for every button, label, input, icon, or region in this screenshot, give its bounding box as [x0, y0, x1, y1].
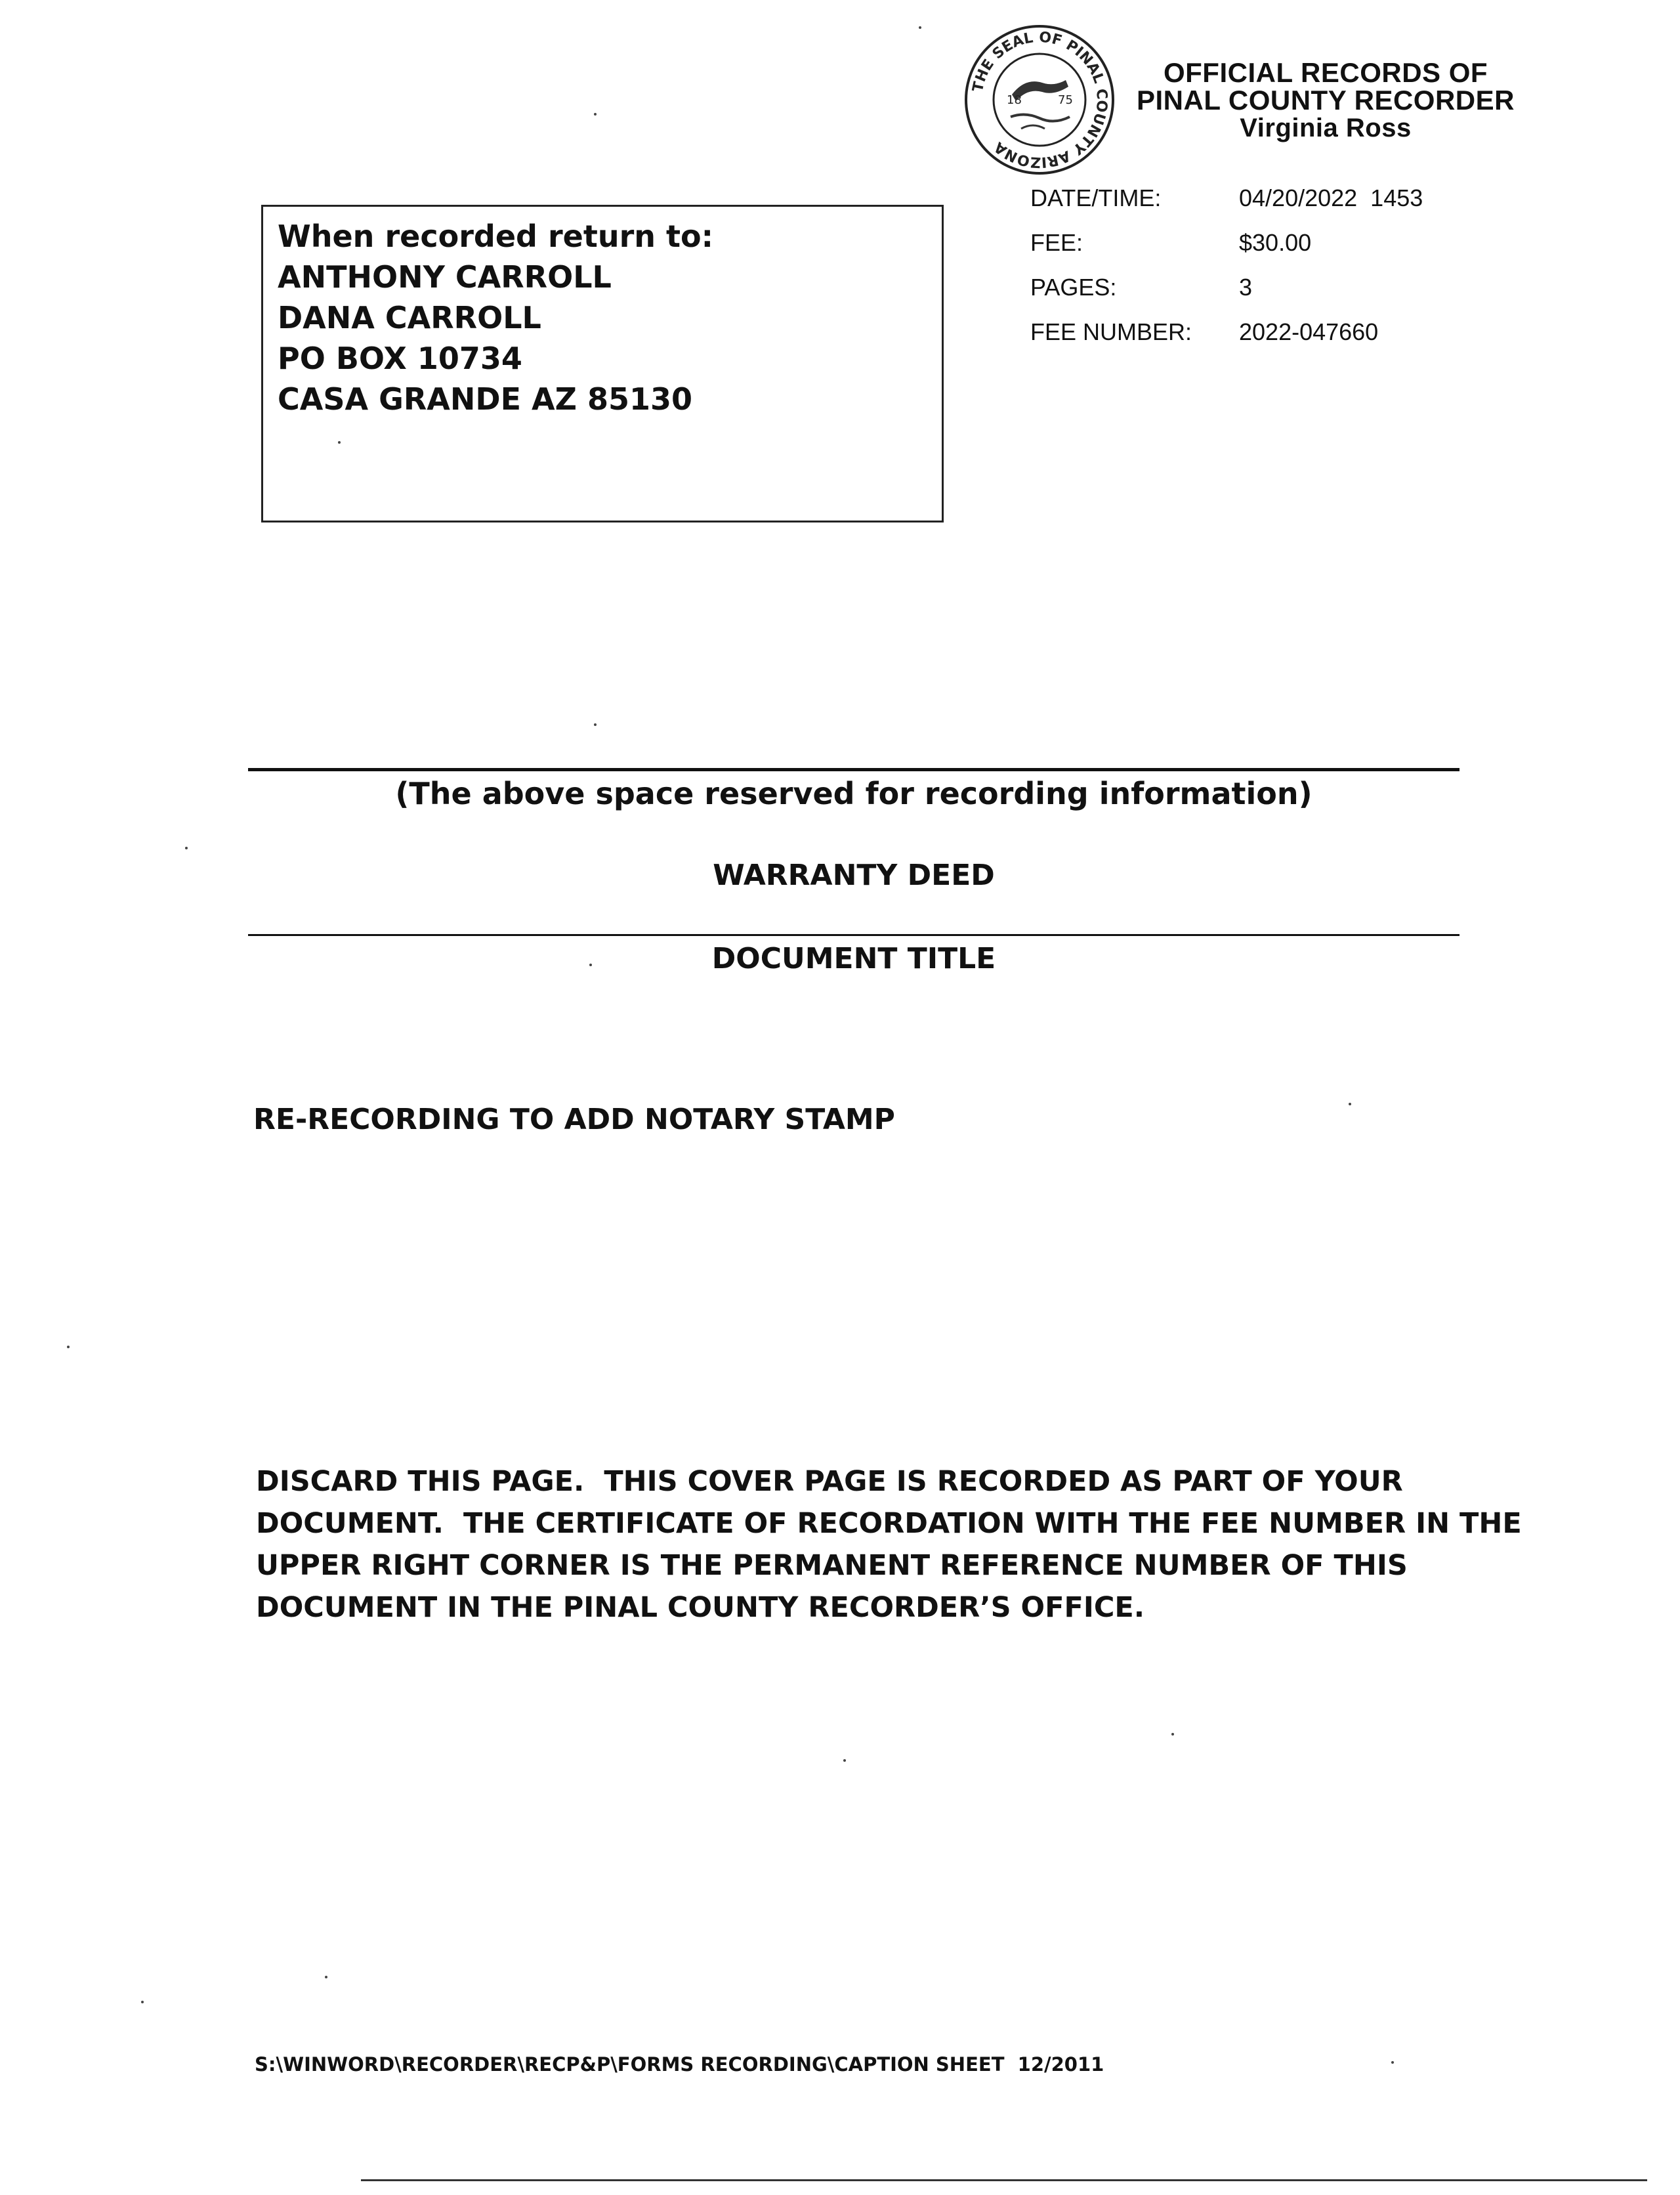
discard-line: DOCUMENT. THE CERTIFICATE OF RECORDATION WITH THE FEE NUMBER IN THE [256, 1507, 1522, 1540]
scan-speck [338, 441, 341, 444]
recorder-line-2: PINAL COUNTY RECORDER [1136, 85, 1515, 116]
discard-line: DISCARD THIS PAGE. THIS COVER PAGE IS RECORDED AS PART OF YOUR [256, 1465, 1403, 1498]
info-value: 04/20/2022 1453 [1239, 184, 1423, 211]
scan-speck [1349, 1103, 1351, 1105]
separator-middle [248, 934, 1460, 936]
return-line: ANTHONY CARROLL [278, 259, 612, 295]
discard-line: DOCUMENT IN THE PINAL COUNTY RECORDER’S OFFICE. [256, 1591, 1145, 1624]
info-label: FEE NUMBER: [1030, 318, 1192, 345]
info-row-fee-number [1030, 310, 1490, 354]
scan-speck [843, 1759, 846, 1762]
scan-speck [594, 113, 597, 116]
seal-ring-text: THE SEAL OF PINAL COUNTY ARIZONA [969, 29, 1110, 171]
scan-speck [67, 1346, 70, 1348]
document-title-label: DOCUMENT TITLE [711, 942, 996, 975]
recorder-name: Virginia Ross [1240, 114, 1412, 142]
return-line: DANA CARROLL [278, 300, 541, 335]
scan-speck [589, 964, 592, 966]
return-address-box [261, 205, 944, 522]
recorder-line-1: OFFICIAL RECORDS OF [1163, 57, 1488, 88]
info-row-pages [1030, 265, 1490, 310]
scan-speck [325, 1976, 327, 1978]
info-value: 2022-047660 [1239, 318, 1379, 345]
discard-notice [256, 1460, 1522, 1629]
separator-bottom [361, 2179, 1647, 2181]
seal-year-left: 18 [1007, 93, 1022, 107]
info-label: DATE/TIME: [1030, 184, 1162, 211]
info-row-fee [1030, 221, 1490, 265]
info-value: 3 [1239, 274, 1253, 301]
county-seal [963, 24, 1116, 176]
scan-speck [919, 26, 921, 29]
scan-speck [594, 723, 597, 726]
scan-speck [141, 2001, 144, 2003]
return-heading: When recorded return to: [278, 219, 714, 254]
info-value: $30.00 [1239, 229, 1312, 256]
scan-speck [1171, 1733, 1174, 1736]
footer-file-path: S:\WINWORD\RECORDER\RECP&P\FORMS RECORDING\CAPTION SHEET 12/2011 [255, 2053, 1104, 2076]
return-line: PO BOX 10734 [278, 341, 522, 376]
separator-top [248, 768, 1460, 771]
rerecording-note: RE-RECORDING TO ADD NOTARY STAMP [253, 1103, 895, 1136]
reserved-space-note: (The above space reserved for recording information) [395, 776, 1312, 811]
seal-year-right: 75 [1058, 93, 1073, 107]
scan-speck [1391, 2061, 1394, 2064]
info-label: FEE: [1030, 229, 1083, 256]
info-label: PAGES: [1030, 274, 1117, 301]
document-type: WARRANTY DEED [713, 859, 995, 892]
scan-speck [185, 847, 188, 849]
recorder-header [1116, 59, 1536, 142]
recording-info [1030, 176, 1490, 354]
return-line: CASA GRANDE AZ 85130 [278, 381, 693, 417]
discard-line: UPPER RIGHT CORNER IS THE PERMANENT REFERENCE NUMBER OF THIS [256, 1549, 1408, 1582]
info-row-datetime [1030, 176, 1490, 221]
